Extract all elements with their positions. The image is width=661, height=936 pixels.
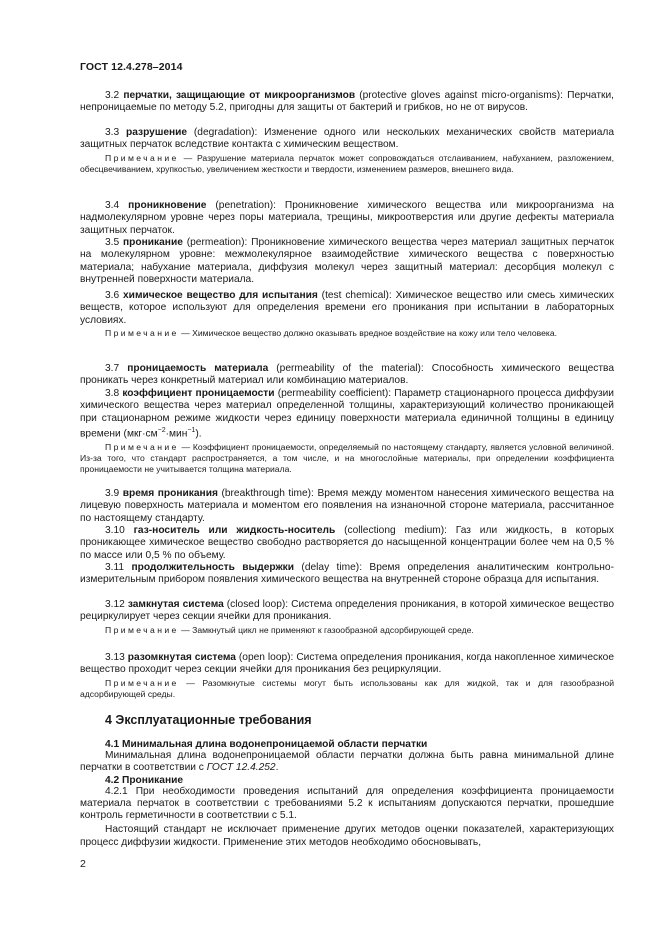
note-3-6 [80,328,614,339]
paragraph-text-end: . [275,762,279,774]
term-name: химическое вещество для испытания [123,290,318,301]
term-3-6 [80,290,614,339]
term-english: (breakthrough time): [221,488,314,499]
term-3-3 [80,127,614,175]
term-name: коэффициент проницаемости [122,388,275,399]
note-label: Примечание [105,152,179,163]
term-number: 3.8 [105,388,120,399]
note-label: Примечание [105,677,179,688]
term-english: (permeation): [186,237,248,248]
term-3-5 [80,237,614,286]
paragraph-text: Минимальная длина водонепроницаемой области перчатки должна быть равна минимальной длине перчатки в соответствии с [80,750,614,774]
term-definition: Параметр стационарного процесса диффузии химического вещества через материал определенной толщины, характеризующий количество проникающей при стационарном режиме жидкости через единицу поверхности материала единичной толщины в единицу времени (мкг·см [80,388,614,440]
term-name: время проникания [122,488,218,499]
term-definition: Перчатки, непроницаемые по методу 5.2, пригодны для защиты от бактерий и грибков, но не от вирусов. [80,90,614,114]
term-name: разомкнутая система [127,652,236,663]
page-number: 2 [80,858,86,870]
note-3-3 [80,153,614,176]
term-3-2 [80,90,614,115]
unit-exponent: −2 [157,426,166,434]
term-english: (degradation): [193,127,258,138]
term-3-8 [80,388,614,476]
term-english: (open loop): [238,652,294,663]
term-number: 3.11 [105,562,125,573]
term-definition: Изменение одного или нескольких механических свойств материала защитных перчаток вследствие контакта с химическим веществом. [80,127,614,151]
term-3-10 [80,525,614,562]
note-text: — Замкнутый цикл не применяют к газообразной адсорбирующей среде. [181,624,474,635]
term-definition: Способность химического вещества проникать через конкретный материал или комбинацию материалов. [80,363,614,387]
term-english: (penetration): [215,200,276,211]
term-3-7 [80,363,614,388]
term-name: газ-носитель или жидкость-носитель [133,525,336,536]
term-english: (collectiong medium): [344,525,447,536]
clause-text: При необходимости проведения испытаний для определения коэффициента проницаемости материала перчаток в соответствии с требованиями 5.2 к испытаниям допускаются перчатки, прошедшие контроль герметичности в соответствии с 5.1. [80,785,614,822]
subsection-4-1-text [80,750,614,775]
term-name: перчатки, защищающие от микроорганизмов [123,90,356,101]
document-id-header: ГОСТ 12.4.278–2014 [80,61,183,73]
note-text: — Коэффициент проницаемости, определяемый по настоящему стандарту, является условной величиной. Из-за того, что стандарт распространяется, а том числе, и на многослойные материалы, при определении коэффициента проницаемости не учитывается толщина материала. [80,441,614,475]
term-number: 3.2 [105,90,120,101]
note-text: — Химическое вещество должно оказывать вредное воздействие на кожу или тело человека. [181,327,557,338]
note-3-13 [80,678,614,701]
note-text: — Разрушение материала перчаток может сопровождаться отслаиванием, набуханием, разложением, обесцвечиванием, хрупкостью, увеличением жесткости и твердости, изменением размеров, внешнего вида. [80,152,615,174]
term-definition: Система определения проникания, когда накопленное химическое вещество проходит через секции ячейки для проникания без рециркуляции. [80,652,614,676]
term-number: 3.6 [105,290,120,301]
term-definition: Проникновение химического вещества или микроорганизма на надмолекулярном уровне через поры материала, трещины, микроотверстия или другие дефекты материала защитных перчаток. [80,200,614,236]
term-number: 3.5 [105,237,120,248]
term-english: (protective gloves against micro-organisms): [359,90,564,101]
term-number: 3.4 [105,200,120,211]
term-name: проникание [123,237,183,248]
term-name: разрушение [126,127,188,138]
note-3-12 [80,625,614,636]
term-number: 3.7 [105,363,120,374]
note-3-8 [80,442,614,476]
subsection-4-2-title: 4.2 Проникание [105,774,184,786]
term-definition: Газ или жидкость, в которых проникающее химическое вещество свободно растворяется до насыщенной концентрации более чем на 0,5 % по массе или 0,5 % по объему. [80,525,614,561]
section-4 [80,713,614,849]
section-heading: 4 Эксплуатационные требования [105,713,312,727]
term-name: проницаемость материала [127,363,269,374]
clause-number: 4.2.1 [105,785,128,797]
term-number: 3.9 [105,488,120,499]
term-3-12 [80,599,614,636]
term-english: (permeability of the material): [276,363,424,374]
note-text: — Разомкнутые системы могут быть использованы как для жидкой, так и для газообразной адсорбирующей среды. [80,677,614,699]
term-number: 3.3 [105,127,120,138]
term-definition: Время определения аналитическим контрольно-измерительным прибором появления химического вещества на внутренней стороне образца для испытания. [80,562,614,586]
term-3-11 [80,562,614,587]
term-definition: Время между моментом нанесения химического вещества на лицевую поверхность материала и моментом его появления на изнаночной стороне материала, рассчитанное по настоящему стандарту. [80,488,614,524]
term-number: 3.12 [105,599,125,610]
term-definition: Система определения проникания, в которой химическое вещество рециркулирует через секции ячейки для проникания. [80,599,614,623]
note-label: Примечание [105,327,179,338]
unit-exponent: −1 [187,426,196,434]
note-label: Примечание [105,624,179,635]
subsection-4-1-title: 4.1 Минимальная длина водонепроницаемой области перчатки [105,739,428,750]
note-label: Примечание [105,441,179,452]
term-3-9 [80,488,614,525]
term-name: продолжительность выдержки [131,562,295,573]
term-number: 3.13 [105,652,125,663]
subsection-4-2-1 [80,786,614,823]
term-english: (test chemical): [321,290,392,301]
term-3-4 [80,200,614,237]
term-definition: Химическое вещество или смесь химических веществ, которое используют для определения времени его проникания при испытании в лабораторных условиях. [80,290,614,326]
term-english: (delay time): [301,562,363,573]
paragraph-other-methods: Настоящий стандарт не исключает применение других методов оценки показателей, характеризующих процесс диффузии жидкости. Применение этих методов необходимо обосновывать, [80,824,614,848]
term-english: (permeability coefficient): [277,388,392,399]
term-name: замкнутая система [127,599,224,610]
term-english: (closed loop): [226,599,289,610]
standard-reference: ГОСТ 12.4.252 [206,762,276,774]
term-number: 3.10 [105,525,125,536]
term-definition: Проникновение химического вещества через материал защитных перчаток на молекулярном уровне: межмолекулярное взаимодействие химического вещества с поверхностью материала; набухание материала, диффузия молекул через защитный материал: десорбция молекул с внутренней поверхности материала. [80,237,614,285]
term-3-13 [80,652,614,700]
term-name: проникновение [128,200,207,211]
term-definition-end: ). [195,428,202,440]
term-definition-unit: ·мин [165,428,188,440]
